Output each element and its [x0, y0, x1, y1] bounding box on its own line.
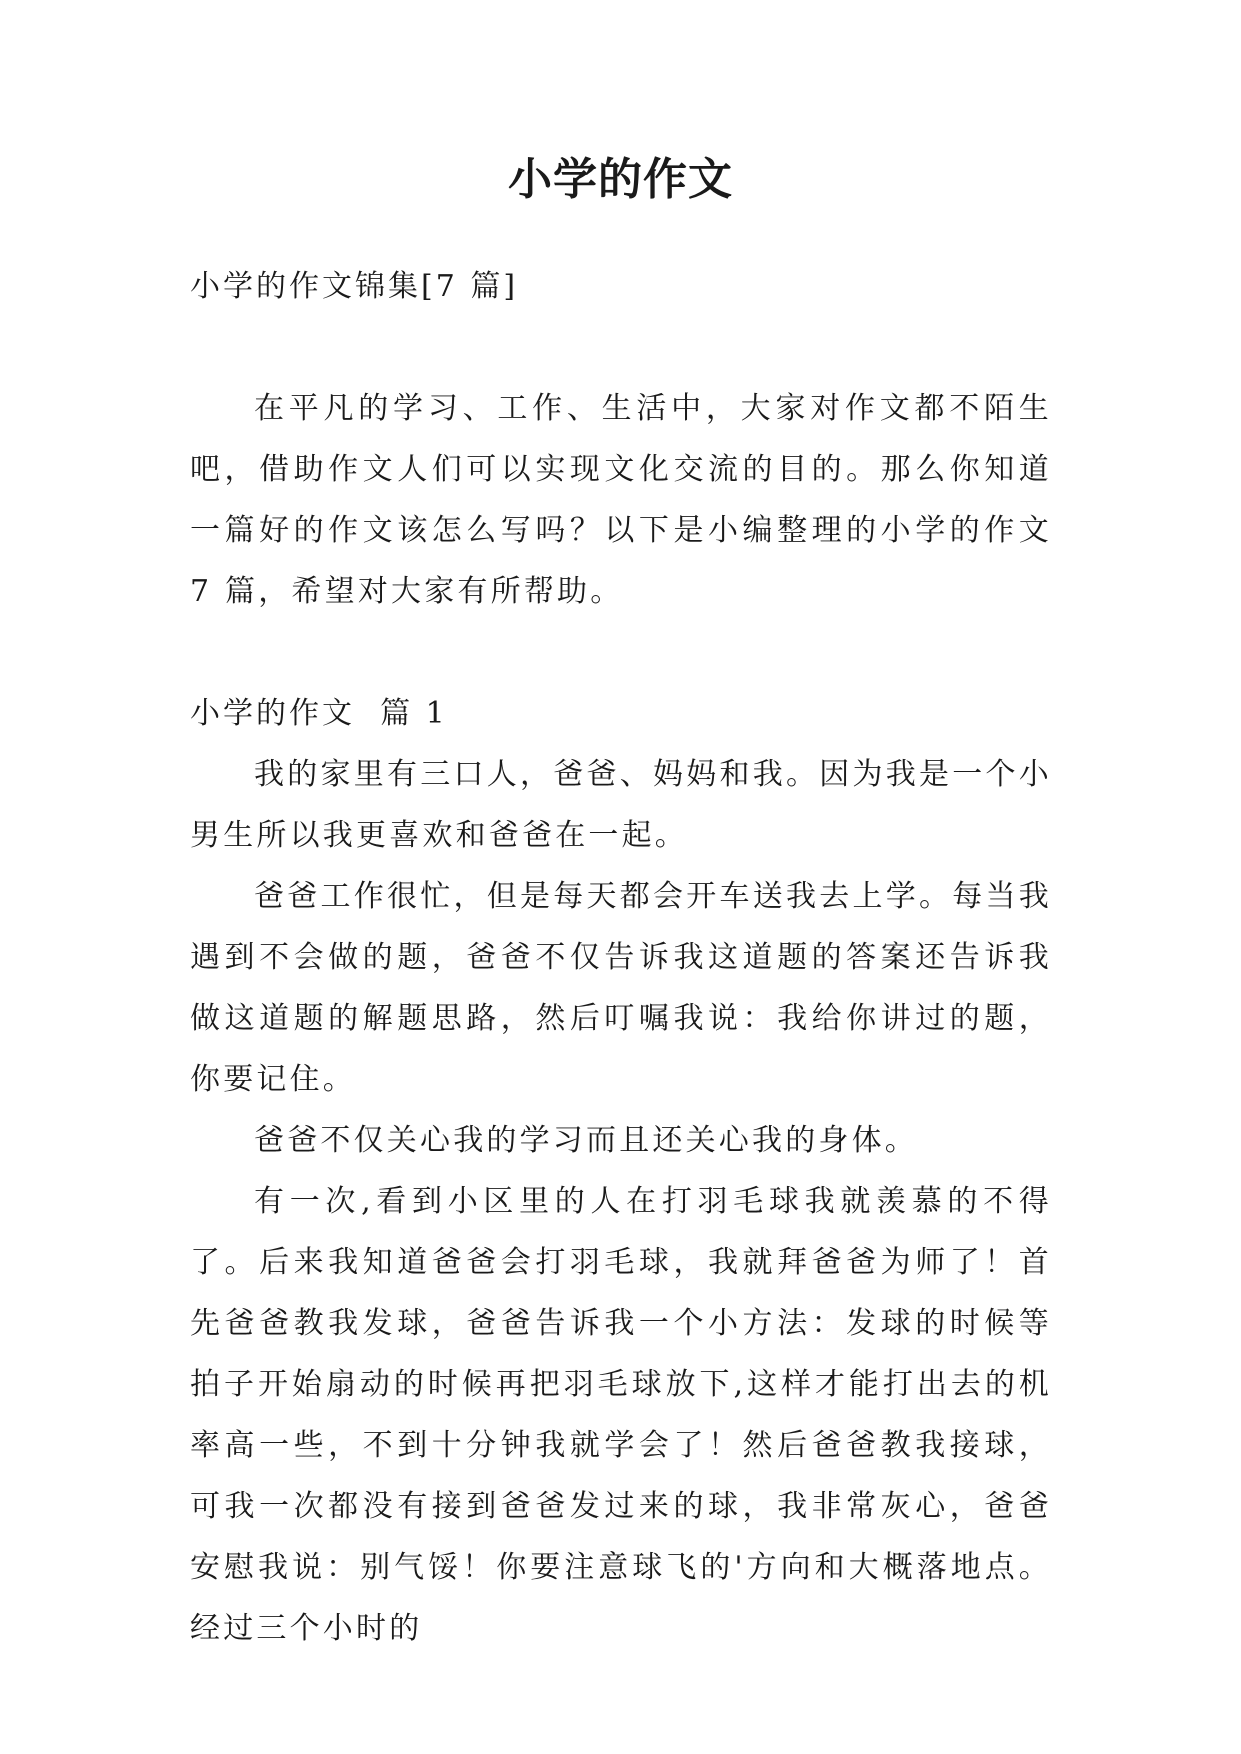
- document-subtitle: 小学的作文锦集[7 篇]: [190, 269, 519, 304]
- document-body: [190, 256, 1052, 1659]
- section-heading: 小学的作文 篇 1: [190, 696, 448, 731]
- body-paragraph: 我的家里有三口人，爸爸、妈妈和我。因为我是一个小男生所以我更喜欢和爸爸在一起。: [190, 757, 1052, 853]
- body-paragraph: 爸爸工作很忙，但是每天都会开车送我去上学。每当我遇到不会做的题，爸爸不仅告诉我这道题的答案还告诉我做这道题的解题思路，然后叮嘱我说：我给你讲过的题，你要记住。: [190, 879, 1052, 1097]
- intro-paragraph: 在平凡的学习、工作、生活中，大家对作文都不陌生吧，借助作文人们可以实现文化交流的目的。那么你知道一篇好的作文该怎么写吗？以下是小编整理的小学的作文 7 篇，希望对大家有所帮助。: [190, 391, 1052, 609]
- body-paragraph: 有一次,看到小区里的人在打羽毛球我就羡慕的不得了。后来我知道爸爸会打羽毛球，我就拜爸爸为师了！首先爸爸教我发球，爸爸告诉我一个小方法：发球的时候等拍子开始扇动的时候再把羽毛球放下,这样才能打出去的机率高一些，不到十分钟我就学会了！然后爸爸教我接球，可我一次都没有接到爸爸发过来的球，我非常灰心，爸爸安慰我说：别气馁！你要注意球飞的'方向和大概落地点。经过三个小时的: [190, 1184, 1052, 1646]
- body-paragraph: 爸爸不仅关心我的学习而且还关心我的身体。: [254, 1123, 918, 1158]
- document-title: 小学的作文: [508, 154, 733, 205]
